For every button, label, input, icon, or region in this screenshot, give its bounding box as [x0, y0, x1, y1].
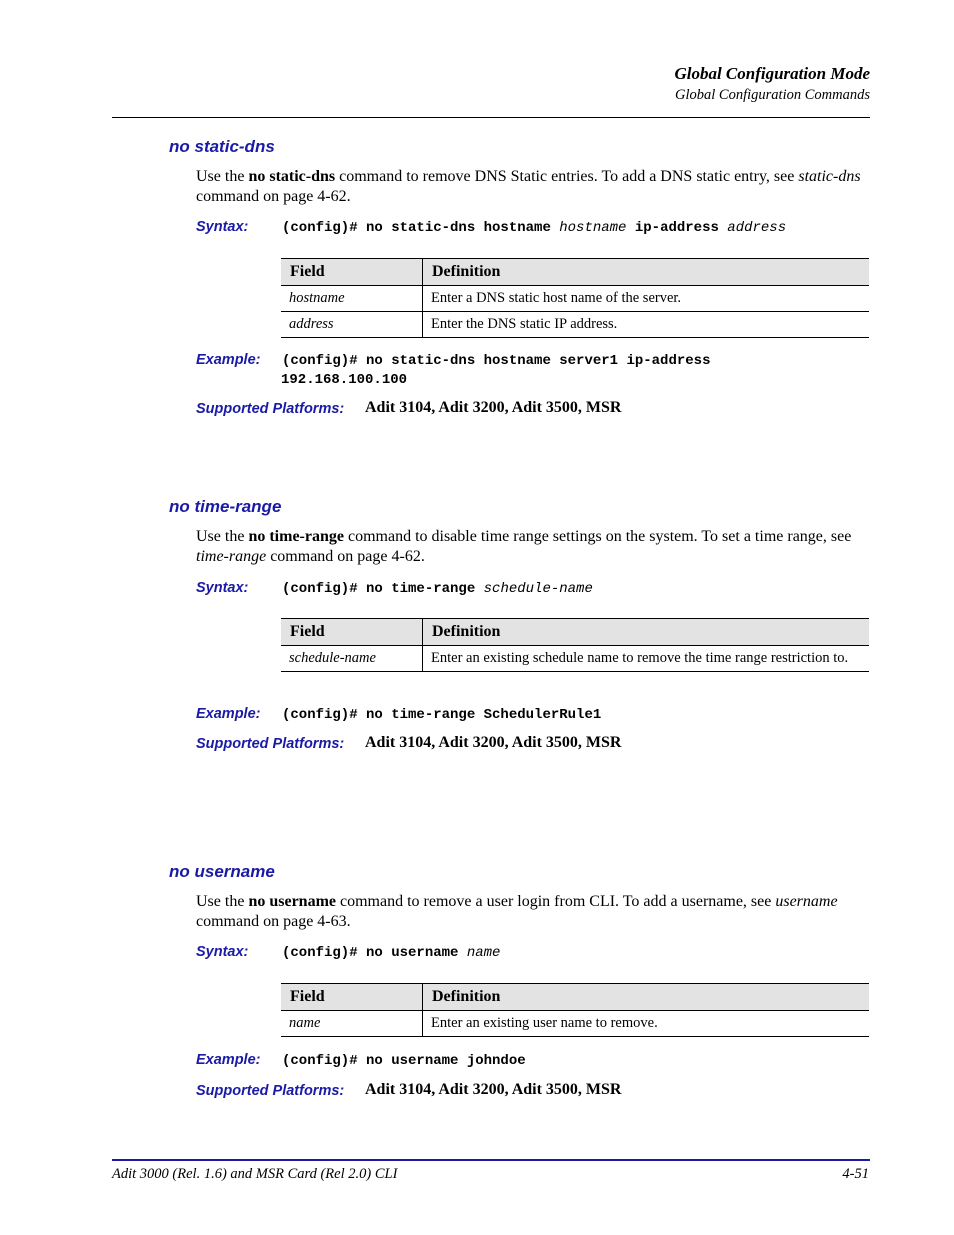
desc-text: command to remove DNS Static entries. To add a DNS static entry, see	[335, 168, 799, 185]
syntax-keyword: (config)# no time-range	[282, 581, 484, 597]
example-label: Example:	[196, 706, 261, 722]
header-divider	[112, 117, 870, 118]
syntax-keyword: ip-address	[626, 220, 728, 236]
example-label: Example:	[196, 1052, 261, 1068]
section-title: no username	[169, 862, 275, 881]
syntax-code	[282, 219, 786, 238]
platforms-list: Adit 3104, Adit 3200, Adit 3500, MSR	[365, 734, 622, 751]
example-code-line-1: (config)# no time-range SchedulerRule1	[282, 707, 602, 723]
table-header-row	[281, 984, 869, 1011]
table-cell-definition: Enter a DNS static host name of the server.	[423, 286, 870, 312]
syntax-argument: schedule-name	[483, 581, 593, 597]
field-definition-table	[281, 258, 869, 338]
table-row	[281, 312, 869, 338]
desc-text: Use the	[196, 168, 249, 185]
section-description	[196, 892, 871, 932]
desc-text: command to remove a user login from CLI. To add a username, see	[336, 893, 776, 910]
desc-text: Use the	[196, 528, 249, 545]
field-definition-table	[281, 983, 869, 1037]
field-definition-table	[281, 618, 869, 672]
table-row	[281, 286, 869, 312]
platforms-label: Supported Platforms:	[196, 401, 345, 417]
example-code-line-1: (config)# no username johndoe	[282, 1053, 526, 1069]
desc-command: no time-range	[248, 528, 344, 545]
table-cell-definition: Enter an existing schedule name to remove the time range restriction to.	[423, 646, 870, 672]
syntax-label: Syntax:	[196, 219, 249, 235]
desc-text: command on page 4-62.	[266, 548, 425, 565]
section-title: no static-dns	[169, 137, 275, 156]
desc-text: command to disable time range settings on the system. To set a time range, see	[343, 528, 852, 545]
table-cell-definition: Enter an existing user name to remove.	[423, 1011, 870, 1037]
syntax-argument: hostname	[559, 220, 627, 236]
syntax-keyword: (config)# no username	[282, 945, 467, 961]
table-header-field: Field	[281, 259, 423, 286]
desc-reference: static-dns	[798, 168, 861, 185]
syntax-label: Syntax:	[196, 944, 249, 960]
table-header-field: Field	[281, 984, 423, 1011]
section-title: no time-range	[169, 497, 282, 516]
page-header-subtitle: Global Configuration Commands	[675, 87, 870, 103]
desc-text: command on page 4-62.	[196, 188, 351, 205]
table-cell-field: hostname	[281, 286, 423, 312]
desc-text: Use the	[196, 893, 249, 910]
desc-text: command on page 4-63.	[196, 913, 351, 930]
table-cell-field: schedule-name	[281, 646, 423, 672]
syntax-code	[282, 944, 500, 963]
table-header-definition: Definition	[423, 619, 870, 646]
desc-command: no static-dns	[248, 168, 336, 185]
footer-document-title: Adit 3000 (Rel. 1.6) and MSR Card (Rel 2.0) CLI	[112, 1166, 398, 1182]
table-header-row	[281, 259, 869, 286]
table-header-definition: Definition	[423, 984, 870, 1011]
table-cell-definition: Enter the DNS static IP address.	[423, 312, 870, 338]
table-row	[281, 646, 869, 672]
table-header-field: Field	[281, 619, 423, 646]
syntax-keyword: (config)# no static-dns hostname	[282, 220, 560, 236]
syntax-argument: address	[727, 220, 787, 236]
footer-page-number: 4-51	[842, 1166, 869, 1182]
table-cell-field: name	[281, 1011, 423, 1037]
desc-reference: username	[775, 893, 838, 910]
section-description	[196, 527, 871, 567]
platforms-label: Supported Platforms:	[196, 736, 345, 752]
section-description	[196, 167, 871, 207]
example-code-line-2: 192.168.100.100	[281, 372, 408, 388]
example-label: Example:	[196, 352, 261, 368]
table-cell-field: address	[281, 312, 423, 338]
syntax-label: Syntax:	[196, 580, 249, 596]
desc-reference: time-range	[196, 548, 267, 565]
desc-command: no username	[248, 893, 336, 910]
platforms-list: Adit 3104, Adit 3200, Adit 3500, MSR	[365, 1081, 622, 1098]
table-header-row	[281, 619, 869, 646]
platforms-label: Supported Platforms:	[196, 1083, 345, 1099]
platforms-list: Adit 3104, Adit 3200, Adit 3500, MSR	[365, 399, 622, 416]
example-code-line-1: (config)# no static-dns hostname server1 ip-address	[282, 353, 711, 369]
syntax-code	[282, 580, 593, 599]
table-header-definition: Definition	[423, 259, 870, 286]
table-row	[281, 1011, 869, 1037]
page-header-title: Global Configuration Mode	[674, 64, 870, 83]
syntax-argument: name	[466, 945, 501, 961]
footer-divider	[112, 1159, 870, 1161]
